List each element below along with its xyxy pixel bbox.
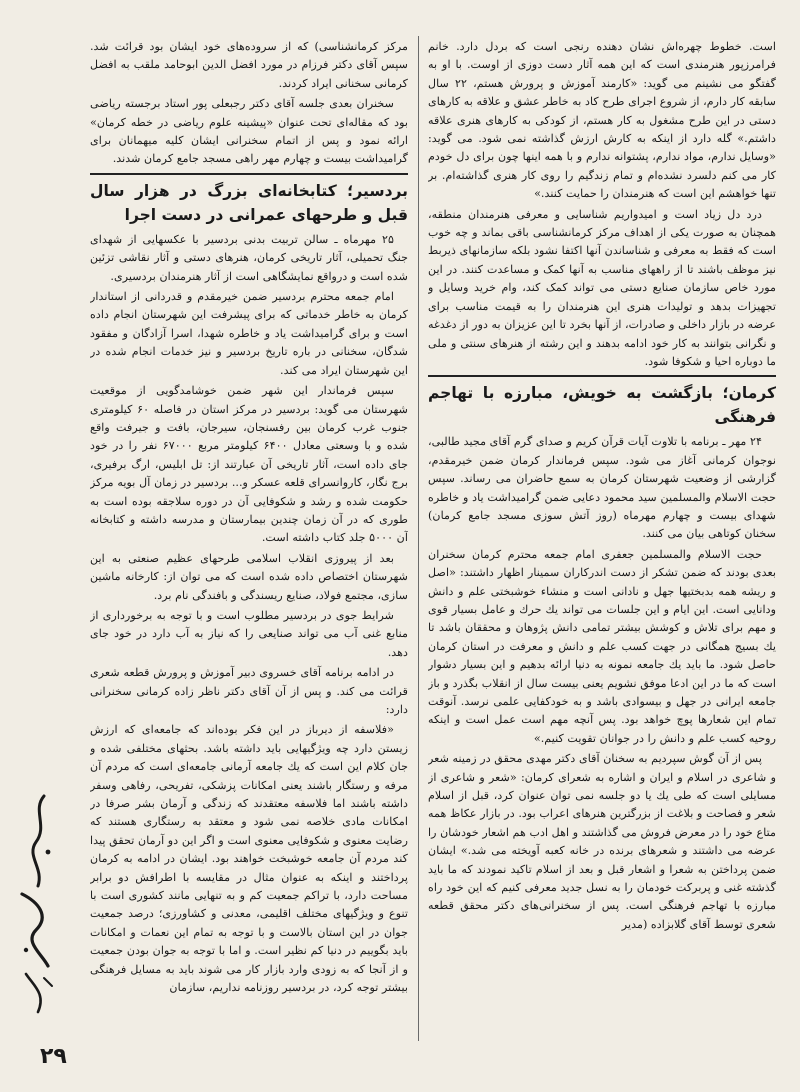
right-intro-paragraph-1: است. خطوط چهره‌اش نشان دهنده رنجی است که بردل دارد. خانم فرامرزپور هنرمندی است که این همه آثار دست دوزی از اوست. با او به گفتگو می نشینم می گوید: «کارمند آموزش و پرورش هستم، ۲۲ سال سابقه کار دارم، از شروع اجرای طرح کاد به خاطر عشق و علاقه به کارهای دستی در این طرح مشغول به کار هستم، از کودکی به کارهای هنری علاقه داشتم.» گله دارد از اینکه به کارش ارزش گذاشته نمی شود. می گوید: «وسایل ندارم، مواد ندارم، پشتوانه ندارم و با همه اینها چون برای دل خودم کار می کنم دلسرد نشده‌ام و تمام زندگیم را روی کار هنری گذاشته‌ام. بر تنها خواهشم این است که هنرمندان را حمایت کنند.»: [428, 40, 776, 201]
left-section-paragraph-7: «فلاسفه از دیرباز در این فكر بوده‌اند كه جامعه‌ای كه ارزش زیستن دارد چه ویژگیهایی باید داشته باشد. بحثهای مختلفی شده و جان كلام این است كه یك جامعه آرمانی جامعه‌ای است كه مردم آن مرفه و رستگار باشند یعنی امكانات پزشكی، تفریحی، رفاهی وسفر داشته باشند اما فلاسفه معتقدند كه زندگی و آرمان بشر صرفا در امكانات مادی خلاصه نمی شود و معتقد به رستگاری هستند كه رضایت معنوی و شكوفایی معنوی است و اگر این دو آرمان تحقق پیدا كند مردم آن جامعه خوشبخت خواهند بود. ایشان در ادامه به كرمان پرداختند و اینكه به عنوان مثال در مقایسه با اطرافش دو برابر مساحت دارد، با تراكم جمعیت كم و به تنهایی مانند كشوری است با تنوع و ویژگیهای مختلف اقلیمی، معدنی و كشاورزی؛ درصد جمعیت جوان در این استان بالاست و با توجه به تمام این نعمات و امكانات باید بگوییم در دنیا كم نظیر است. و اما با توجه به جوان بودن جمعیت و از آنجا كه به زودی وارد بازار كار می شوند باید به مسایل فرهنگی بیشتر توجه كرد، در بردسیر روزنامه نداریم، سازمان: [90, 723, 408, 995]
right-section-paragraph-1: ۲۴ مهر ـ برنامه با تلاوت آیات قرآن کریم و صدای گرم آقای مجید طالبی، نوجوان کرمانی آغاز می شود. سپس فرماندار کرمان ضمن خیرمقدم، گزارشی از وضعیت شهرستان کرمان به سمع حاضران می رساند. سپس حجت الاسلام والمسلمین سید محمود دعایی ضمن گرامیداشت یاد و خاطره شهدای بیست و چهارم مهرماه (روز آتش سوزی مسجد جامع کرمان) سخنان کوتاهی بیان می کنند.: [428, 435, 776, 541]
left-section-paragraph-1: ۲۵ مهرماه ـ سالن تربیت بدنی بردسیر با عكسهایی از شهدای جنگ تحمیلی، آثار تاریخی كرمان، هنرهای دستی و آثار نقاشی تزئین شده است و درواقع نمایشگاهی است از آثار هنرمندان بردسیری.: [90, 232, 408, 283]
right-section-paragraph-2: حجت الاسلام والمسلمین جعفری امام جمعه محترم کرمان سخنران بعدی بودند که ضمن تشکر از دست اندرکاران سمینار اظهار داشتند: «اصل و ریشه همه بدبختیها جهل و نادانی است و منشاء خوشبختی علم و دانش ودانایی است. این ایام و این جلسات می تواند یك حرك و عامل بسیار قوی و مهم برای تلاش و كوشش بیشتر تمامی دانش پژوهان و محققان باشد تا یك بسیج همگانی در جهت كسب علم و دانش و معرفت در استان كرمان حاصل شود. ما باید یك جامعه نمونه به دنیا ارائه بدهیم و این بسیار دشوار است كه ما در این ادعا موفق نشویم یعنی بیست سال از انقلاب بگذرد و باز جامعه ایرانی در جهل و بیسوادی باشد و به خودكفایی علمی نرسد. آنوقت تمام این شعارها پوچ خواهد بود. پس آنچه مهم است عمل است و اینكه روحیه كسب علم و دانش را در جوانان تقویت كنیم.»: [428, 547, 776, 745]
left-section-paragraph-4: بعد از پیروزی انقلاب اسلامی طرحهای عظیم صنعتی به این شهرستان اختصاص داده شده است كه می توان از: كارخانه ماشین سازی، مجتمع فولاد، صنایع ریسندگی و بافندگی نام برد.: [90, 551, 408, 602]
left-section-paragraph-2: امام جمعه محترم بردسیر ضمن خیرمقدم و قدردانی از استاندار كرمان به خاطر خدماتی كه برای پیشرفت این شهرستان انجام داده است و برای گرامیداشت یاد و خاطره شهدا، اسرا آزادگان و مفقود شدگان، سخنانی در باره تاریخ بردسیر و نیز خدمات انجام شده در این شهرستان ایراد می كند.: [90, 290, 408, 377]
right-column: [428, 38, 776, 1038]
section-rule: [90, 173, 408, 175]
section-rule: [428, 375, 776, 377]
left-section-paragraph-5: شرایط جوی در بردسیر مطلوب است و با توجه به برخورداری از منابع غنی آب می تواند صنایعی را كه نیاز به آب دارد در خود جای دهد.: [90, 608, 408, 659]
kerman-calligraphy-logo: [14, 790, 58, 1020]
section-heading-kerman: کرمان؛ بازگشت به خویش، مبارزه با تهاجم فرهنگی: [428, 384, 776, 427]
left-column: [90, 38, 408, 1038]
left-section-paragraph-3: سپس فرماندار این شهر ضمن خوشامدگویی از موقعیت شهرستان می گوید: بردسیر در مركز استان در فاصله ۶۰ كیلومتری جنوب غرب كرمان بین رفسنجان، سیرجان، بافت و جیرفت واقع شده و با وسعتی معادل ۶۴۰۰ كیلومتر مربع ۶۷۰۰۰ نفر را در خود جای داده است، آثار تاریخی آن عبارتند از: تل ابلیس، ارگ برفیری، برج نگار، كاروانسرای قلعه عسكر و... بردسیر در زمان آل بویه مركز حكومت شده و رشد و شكوفایی آن در دوره سلاجقه بوده است به طوری كه در آن زمان چندین بیمارستان و مدرسه داشته و كتابخانه آن ۵۰۰۰ جلد كتاب داشته است.: [90, 384, 408, 545]
left-intro-paragraph-1: مركز كرمانشناسی) كه از سروده‌های خود ایشان بود قرائت شد. سپس آقای دكتر فرزام در مورد افضل الدین ابوحامد ملقب به افضل كرمانی سخنانی ایراد كردند.: [90, 40, 408, 90]
left-section-paragraph-6: در ادامه برنامه آقای خسروی دبیر آموزش و پرورش قطعه شعری قرائت می كند. و پس از آن آقای دكتر ناظر زاده كرمانی سخنرانی دارد:: [90, 666, 408, 716]
page-number: ۲۹: [40, 1044, 67, 1069]
column-divider: [418, 36, 419, 1041]
left-intro-paragraph-2: سخنران بعدی جلسه آقای دكتر رجبعلی پور استاد برجسته ریاضی بود كه مقاله‌ای تحت عنوان «پیشینه علوم ریاضی در خطه كرمان» ارائه نمود و پس از اتمام سخنرانی ایشان كلیه میهمانان برای گرامیداشت بیست و چهارم مهر راهی مسجد جامع كرمان شدند.: [90, 97, 408, 166]
right-intro-paragraph-2: درد دل زیاد است و امیدواریم شناسایی و معرفی هنرمندان منطقه، همچنان به صورت یکی از اهداف مرکز کرمانشناسی باقی بماند و چه خوب است که فقط به معرفی و شناساندن آنها اکتفا نشود بلکه سازمانهای ذیربط نیز موظف باشند تا از راههای مناسب به آنها کمک و مساعدت کنند. در این مورد خاص سازمان صنایع دستی می تواند کمک کند، وام خرید وسایل و تجهیزات بدهد و تولیدات هنری این هنرمندان را به قیمت مناسب برای عرضه در بازار داخلی و صادرات، از آنها بخرد تا این عزیزان به دور از دغدغه و نگرانی بتوانند به کار خود ادامه بدهند و این رشته از هنرهای سنتی و ملی ما دوباره احیا و شکوفا شود.: [428, 207, 776, 368]
section-heading-bardsir: بردسیر؛ كتابخانه‌ای بزرگ در هزار سال قبل و طرحهای عمرانی در دست اجرا: [90, 181, 408, 224]
right-section-paragraph-3: پس از آن گوش سپردیم به سخنان آقای دكتر مهدی محقق در زمینه شعر و شاعری در اسلام و ایران و اشاره به شعرای كرمان: «شعر و شاعری از مسایلی است كه طی یك یا دو جلسه نمی توان عنوان كرد، قبل از اسلام شعر و فصاحت و بلاغت از بزرگترین هنرهای اعراب بود. در بازار عكاظ همه متاع خود را در معرض فروش می گذاشتند و اهل ادب هم اشعار خودشان را عرضه می داشتند و شعرهای برنده در خانه كعبه آویخته می شد.» ایشان ضمن پرداختن به شعرا و اشعار قبل و بعد از اسلام تاكید نمودند كه ما باید گذشته غنی و پربركت خودمان را به نسل جدید معرفی كنیم كه این خود راه مبارزه با تهاجم فرهنگی است. پس از سخنرانی‌های دكتر محقق قطعه شعری توسط آقای گلابزاده (مدیر: [428, 752, 776, 931]
